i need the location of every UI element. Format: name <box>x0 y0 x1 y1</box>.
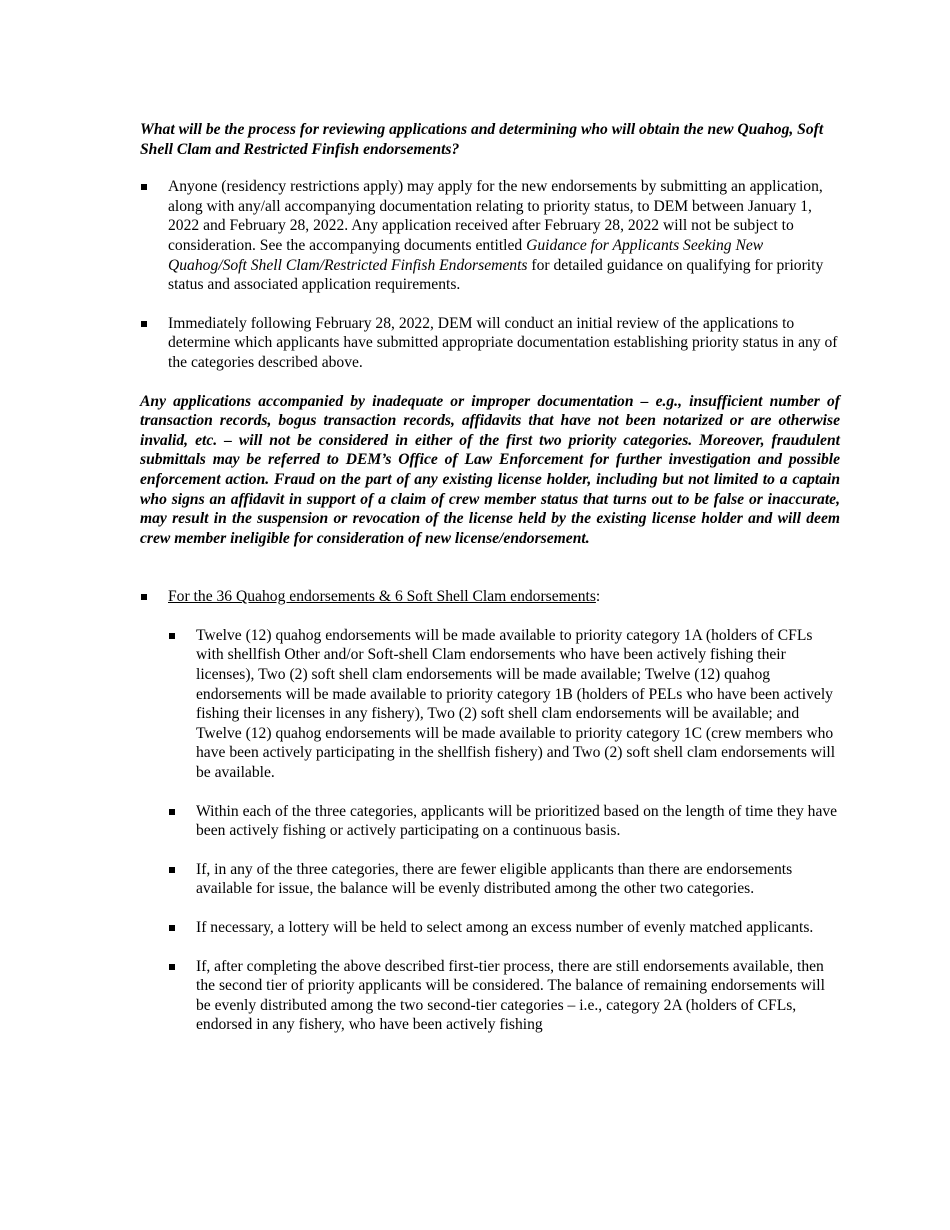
list-item <box>168 626 840 783</box>
list-item <box>140 314 840 373</box>
warning-paragraph: Any applications accompanied by inadequate or improper documentation – e.g., insufficient number of transaction records, bogus transaction records, affidavits that have not been notarized or are otherwise invalid, etc. – will not be considered in either of the first two priority categories. Moreover, fraudulent submittals may be referred to DEM’s Office of Law Enforcement for further investigation and possible enforcement action. Fraud on the part of any existing license holder, including but not limited to a captain who signs an affidavit in support of a claim of crew member status that turns out to be false or inaccurate, may result in the suspension or revocation of the license held by the existing license holder and will deem crew member ineligible for consideration of new license/endorsement. <box>140 392 840 547</box>
list-item <box>140 177 840 295</box>
square-bullet-icon <box>169 964 175 970</box>
bullet-text: If, after completing the above described first-tier process, there are still endorsements available, then the second tier of priority applicants will be considered. The balance of remaining endorsements will be evenly distributed among the two second-tier categories – i.e., category 2A (holders of CFLs, endorsed in any fishery, who have been actively fishing <box>196 957 825 1034</box>
square-bullet-icon <box>169 633 175 639</box>
square-bullet-icon <box>169 925 175 931</box>
section-question: What will be the process for reviewing applications and determining who will obtain the new Quahog, Soft Shell Clam and Restricted Finfish endorsements? <box>140 121 824 158</box>
list-item <box>168 918 840 938</box>
square-bullet-icon <box>141 184 147 190</box>
bullet-text: If necessary, a lottery will be held to select among an excess number of evenly matched applicants. <box>196 919 814 936</box>
bullet-text: Within each of the three categories, applicants will be prioritized based on the length of time they have been actively fishing or actively participating on a continuous basis. <box>196 802 838 840</box>
square-bullet-icon <box>141 321 147 327</box>
list-item <box>168 860 840 899</box>
bullet-text: Anyone (residency restrictions apply) may apply for the new endorsements by submitting an application, along with any/all accompanying documentation relating to priority status, to DEM between January 1, 2022 and February 28, 2022. Any application received after February 28, 2022 will not be subject to consideration. See the accompanying documents entitled Guidance for Applicants Seeking New Quahog/Soft Shell Clam/Restricted Finfish Endorsements for detailed guidance on qualifying for priority status and associated application requirements. <box>168 178 824 294</box>
section-heading: For the 36 Quahog endorsements & 6 Soft Shell Clam endorsements <box>168 588 596 606</box>
guidance-document-title: Guidance for Applicants Seeking New Quahog/Soft Shell Clam/Restricted Finfish Endorsements <box>168 236 764 274</box>
bullet-text: Twelve (12) quahog endorsements will be made available to priority category 1A (holders of CFLs with shellfish Other and/or Soft-shell Clam endorsements who have been actively fishing their licenses), Two (2) soft shell clam endorsements will be made available; Twelve (12) quahog endorsements will be made available to priority category 1B (holders of PELs who have been actively fishing their licenses in any fishery), Two (2) soft shell clam endorsements will be available; and Twelve (12) quahog endorsements will be made available to priority category 1C (crew members who have been actively participating in the shellfish fishery) and Two (2) soft shell clam endorsements will be available. <box>196 626 836 782</box>
section-heading-item: For the 36 Quahog endorsements & 6 Soft Shell Clam endorsements: <box>140 587 840 607</box>
square-bullet-icon <box>169 809 175 815</box>
document-page <box>140 120 840 1054</box>
bullet-text: If, in any of the three categories, there are fewer eligible applicants than there are endorsements available for issue, the balance will be evenly distributed among the other two categories. <box>196 860 793 898</box>
sub-list <box>168 626 840 1035</box>
list-item <box>168 802 840 841</box>
list-item <box>168 957 840 1035</box>
square-bullet-icon <box>141 594 147 600</box>
square-bullet-icon <box>169 867 175 873</box>
bullet-text: Immediately following February 28, 2022, DEM will conduct an initial review of the applications to determine which applicants have submitted appropriate documentation establishing priority status in any of the categories described above. <box>168 314 838 371</box>
